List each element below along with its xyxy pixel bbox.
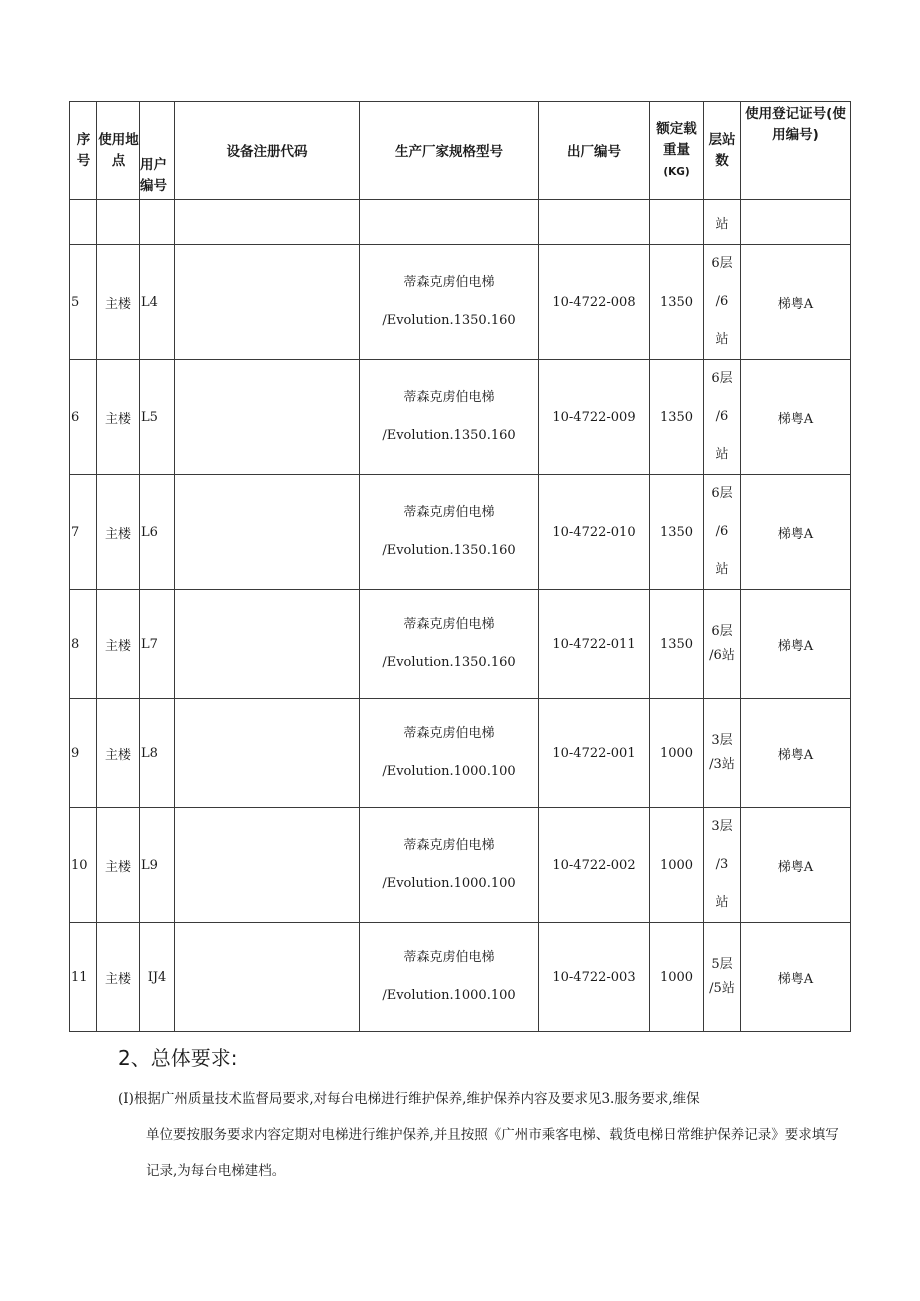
section-title: 2、总体要求:: [118, 1046, 238, 1070]
floors-cell: [704, 699, 741, 808]
model-cell: [360, 475, 539, 590]
model-brand: 蒂森克虏伯电梯: [403, 617, 495, 632]
user-no-cell: L8: [140, 699, 175, 808]
serial-cell: 10-4722-003: [539, 923, 650, 1032]
location-cell: 主楼: [97, 475, 140, 590]
table-cell: [650, 200, 704, 245]
floors-line: 6层: [711, 256, 733, 271]
floors-line: 站: [715, 895, 729, 910]
model-brand: 蒂森克虏伯电梯: [403, 275, 495, 290]
model-cell: [360, 699, 539, 808]
table-row: [70, 360, 851, 475]
seq-cell: 8: [70, 590, 97, 699]
reg-no-cell: 梯粤A: [741, 245, 851, 360]
model-cell: [360, 808, 539, 923]
user-no-cell: L6: [140, 475, 175, 590]
table-cell: [140, 200, 175, 245]
model-cell: [360, 923, 539, 1032]
floors-line: 6层: [711, 486, 733, 501]
reg-code-cell: [175, 360, 360, 475]
header-seq: 序号: [70, 102, 97, 200]
section-paragraph: [118, 1081, 848, 1189]
header-floors: 层站数: [704, 102, 741, 200]
model-brand: 蒂森克虏伯电梯: [403, 838, 495, 853]
table-row: [70, 699, 851, 808]
header-load: [650, 102, 704, 200]
reg-no-cell: 梯粤A: [741, 360, 851, 475]
reg-no-cell: 梯粤A: [741, 590, 851, 699]
model-brand: 蒂森克虏伯电梯: [403, 726, 495, 741]
continuation-row: [70, 200, 851, 245]
seq-cell: 5: [70, 245, 97, 360]
table-row: [70, 245, 851, 360]
floors-line: 3层: [711, 733, 733, 748]
header-load-unit: (KG): [663, 165, 690, 178]
floors-line: /3站: [709, 757, 735, 772]
paragraph-rest: 单位要按服务要求内容定期对电梯进行维护保养,并且按照《广州市乘客电梯、载货电梯日常维护保养记录》要求填写记录,为每台电梯建档。: [146, 1127, 839, 1179]
floors-line: 6层: [711, 624, 733, 639]
user-no-cell: L4: [140, 245, 175, 360]
serial-cell: 10-4722-001: [539, 699, 650, 808]
location-cell: 主楼: [97, 923, 140, 1032]
model-spec: /Evolution.1350.160: [382, 313, 516, 328]
user-no-cell: IJ4: [140, 923, 175, 1032]
reg-no-cell: 梯粤A: [741, 475, 851, 590]
elevator-table: [69, 101, 851, 1032]
header-location: 使用地点: [97, 102, 140, 200]
floors-line: /5站: [709, 981, 735, 996]
model-spec: /Evolution.1000.100: [382, 876, 516, 891]
location-cell: 主楼: [97, 808, 140, 923]
serial-cell: 10-4722-011: [539, 590, 650, 699]
reg-no-cell: 梯粤A: [741, 808, 851, 923]
serial-cell: 10-4722-008: [539, 245, 650, 360]
table-cell: [97, 200, 140, 245]
header-reg-code: 设备注册代码: [175, 102, 360, 200]
reg-code-cell: [175, 590, 360, 699]
load-cell: 1350: [650, 475, 704, 590]
floors-line: 6层: [711, 371, 733, 386]
table-row: [70, 923, 851, 1032]
floors-line: 站: [715, 447, 729, 462]
header-user-no: 用户编号: [140, 102, 175, 200]
model-brand: 蒂森克虏伯电梯: [403, 390, 495, 405]
floors-cell: [704, 360, 741, 475]
seq-cell: 10: [70, 808, 97, 923]
model-spec: /Evolution.1350.160: [382, 543, 516, 558]
table-row: [70, 808, 851, 923]
location-cell: 主楼: [97, 360, 140, 475]
floors-line: /6: [715, 524, 729, 539]
reg-code-cell: [175, 475, 360, 590]
load-cell: 1000: [650, 923, 704, 1032]
header-reg-no: 使用登记证号(使用编号): [741, 102, 851, 200]
table-cell: [741, 200, 851, 245]
floors-line: 5层: [711, 957, 733, 972]
floors-line: 站: [715, 332, 729, 347]
table-cell: [175, 200, 360, 245]
user-no-cell: L7: [140, 590, 175, 699]
floors-cell: [704, 808, 741, 923]
table-cell: [360, 200, 539, 245]
model-spec: /Evolution.1000.100: [382, 988, 516, 1003]
reg-code-cell: [175, 699, 360, 808]
load-cell: 1350: [650, 590, 704, 699]
reg-code-cell: [175, 245, 360, 360]
load-cell: 1350: [650, 360, 704, 475]
model-cell: [360, 360, 539, 475]
serial-cell: 10-4722-010: [539, 475, 650, 590]
header-serial: 出厂编号: [539, 102, 650, 200]
reg-code-cell: [175, 923, 360, 1032]
load-cell: 1000: [650, 699, 704, 808]
paragraph-first-line: (I)根据广州质量技术监督局要求,对每台电梯进行维护保养,维护保养内容及要求见3.服务要求,维保: [118, 1091, 700, 1107]
model-spec: /Evolution.1350.160: [382, 428, 516, 443]
reg-no-cell: 梯粤A: [741, 699, 851, 808]
header-load-label: 额定载重量: [656, 120, 697, 158]
load-cell: 1000: [650, 808, 704, 923]
table-row: [70, 475, 851, 590]
location-cell: 主楼: [97, 590, 140, 699]
model-brand: 蒂森克虏伯电梯: [403, 950, 495, 965]
reg-code-cell: [175, 808, 360, 923]
floors-line: 3层: [711, 819, 733, 834]
user-no-cell: L5: [140, 360, 175, 475]
table-cell: [539, 200, 650, 245]
model-brand: 蒂森克虏伯电梯: [403, 505, 495, 520]
location-cell: 主楼: [97, 699, 140, 808]
reg-no-cell: 梯粤A: [741, 923, 851, 1032]
seq-cell: 7: [70, 475, 97, 590]
table-row: [70, 590, 851, 699]
seq-cell: 6: [70, 360, 97, 475]
floors-cell: [704, 245, 741, 360]
serial-cell: 10-4722-009: [539, 360, 650, 475]
continuation-floors: 站: [704, 200, 741, 245]
load-cell: 1350: [650, 245, 704, 360]
user-no-cell: L9: [140, 808, 175, 923]
model-cell: [360, 245, 539, 360]
header-row: [70, 102, 851, 200]
floors-line: /6: [715, 409, 729, 424]
floors-line: 站: [715, 562, 729, 577]
table-cell: [70, 200, 97, 245]
header-model: 生产厂家规格型号: [360, 102, 539, 200]
seq-cell: 11: [70, 923, 97, 1032]
serial-cell: 10-4722-002: [539, 808, 650, 923]
model-spec: /Evolution.1000.100: [382, 764, 516, 779]
model-spec: /Evolution.1350.160: [382, 655, 516, 670]
floors-cell: [704, 923, 741, 1032]
seq-cell: 9: [70, 699, 97, 808]
floors-line: /6站: [709, 648, 735, 663]
model-cell: [360, 590, 539, 699]
floors-cell: [704, 590, 741, 699]
floors-cell: [704, 475, 741, 590]
floors-line: /3: [715, 857, 729, 872]
location-cell: 主楼: [97, 245, 140, 360]
floors-line: /6: [715, 294, 729, 309]
